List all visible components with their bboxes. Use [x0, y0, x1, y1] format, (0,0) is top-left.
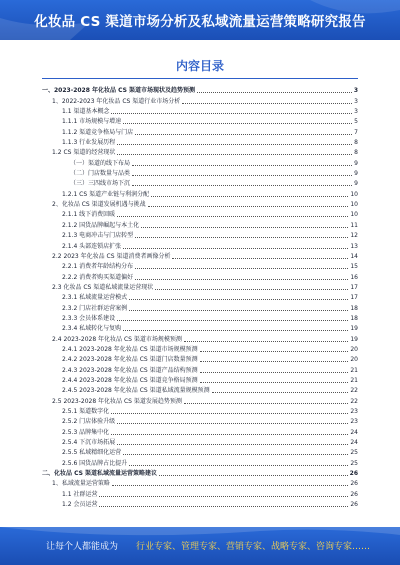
toc-entry[interactable] — [42, 376, 358, 386]
toc-entry[interactable] — [42, 407, 358, 417]
toc-leader-dots — [148, 206, 349, 207]
toc-entry-page: 14 — [350, 252, 358, 260]
toc-leader-dots — [159, 475, 348, 476]
toc-entry[interactable] — [42, 324, 358, 334]
toc-entry-title: 2.1.3 电商冲击与门店转型 — [62, 232, 134, 240]
toc-entry[interactable] — [42, 293, 358, 303]
toc-entry-page: 21 — [350, 376, 358, 384]
toc-entry-page: 8 — [354, 139, 358, 147]
toc-leader-dots — [197, 92, 352, 93]
toc-entry-title: 1.1 渠道基本概念 — [62, 108, 110, 116]
toc-leader-dots — [135, 134, 352, 135]
toc-entry[interactable] — [42, 355, 358, 365]
toc-entry[interactable] — [42, 138, 358, 148]
footer-slogan: 让每个人都能成为 — [46, 542, 119, 552]
footer-slogan-highlight: 行业专家、管理专家、营销专家、战略专家、咨询专家…… — [136, 542, 371, 552]
toc-leader-dots — [123, 123, 352, 124]
toc-leader-dots — [182, 103, 352, 104]
toc-entry-page: 19 — [350, 325, 358, 333]
toc-entry-title: 1.1 社群运营 — [62, 490, 98, 498]
toc-leader-dots — [129, 299, 348, 300]
toc-entry-title: （三）三四线市场下沉 — [70, 180, 131, 188]
toc-entry[interactable] — [42, 479, 358, 489]
toc-entry[interactable] — [42, 396, 358, 406]
toc-entry[interactable] — [42, 386, 358, 396]
toc-entry-page: 15 — [350, 263, 358, 271]
toc-entry-title: 1.1.2 渠道竞争格局与门店 — [62, 128, 134, 136]
toc-leader-dots — [200, 382, 349, 383]
toc-entry-title: 2.4.2 2023-2028 年化妆品 CS 渠道门店数量预测 — [62, 356, 198, 364]
toc-leader-dots — [117, 216, 348, 217]
toc-leader-dots — [135, 237, 348, 238]
toc-leader-dots — [132, 165, 352, 166]
toc-entry-page: 9 — [354, 159, 358, 167]
toc-leader-dots — [123, 330, 348, 331]
toc-entry-page: 9 — [354, 180, 358, 188]
toc-entry[interactable] — [42, 107, 358, 117]
toc-entry-title: 2.5 2023-2028 年化妆品 CS 渠道发展趋势预测 — [52, 397, 182, 405]
toc-leader-dots — [132, 175, 352, 176]
toc-entry[interactable] — [42, 252, 358, 262]
toc-entry[interactable] — [42, 169, 358, 179]
toc-entry-title: 1.2 会员运营 — [62, 501, 98, 509]
report-title: 化妆品 CS 渠道市场分析及私域流量运营策略研究报告 — [34, 14, 366, 30]
toc-entry[interactable] — [42, 345, 358, 355]
toc-entry-title: 2.5.6 国货品牌占比提升 — [62, 459, 128, 467]
toc-entry-title: 2.2 2023 年化妆品 CS 渠道消费者画像分析 — [52, 252, 171, 260]
toc-leader-dots — [212, 392, 349, 393]
toc-entry[interactable] — [42, 458, 358, 468]
toc-entry-page: 7 — [354, 128, 358, 136]
toc-leader-dots — [99, 496, 348, 497]
toc-entry-title: 2.4 2023-2028 年化妆品 CS 渠道市场规模预测 — [52, 335, 182, 343]
toc-entry[interactable] — [42, 231, 358, 241]
toc-entry[interactable] — [42, 200, 358, 210]
toc-entry-title: 1、私域流量运营策略 — [52, 480, 110, 488]
toc-entry-title: 2.5.1 渠道数字化 — [62, 408, 110, 415]
toc-entry[interactable] — [42, 427, 358, 437]
toc-leader-dots — [141, 227, 348, 228]
toc-entry-title: 1.1.3 行业发展历程 — [62, 139, 116, 147]
toc-entry-page: 21 — [350, 366, 358, 374]
toc-leader-dots — [200, 361, 349, 362]
toc-leader-dots — [184, 341, 348, 342]
toc-entry-page: 25 — [350, 459, 358, 467]
toc-entry[interactable] — [42, 272, 358, 282]
toc-entry-page: 19 — [350, 335, 358, 343]
toc-entry-title: 1.2 CS 渠道的经营现状 — [52, 149, 116, 157]
toc-entry-page: 26 — [350, 490, 358, 498]
toc-entry-page: 5 — [354, 118, 358, 126]
toc-entry-title: 1.1.1 市场规模与增速 — [62, 118, 122, 126]
toc-entry-page: 9 — [354, 170, 358, 178]
toc-entry[interactable] — [42, 469, 358, 479]
toc-entry-title: 2.5.3 品牌集中化 — [62, 428, 110, 436]
toc-entry-title: 一、2023-2028 年化妆品 CS 渠道市场现状及趋势预测 — [42, 87, 195, 95]
toc-entry-page: 24 — [350, 428, 358, 436]
toc-entry-page: 8 — [354, 149, 358, 157]
toc-entry-page: 22 — [350, 387, 358, 395]
toc-leader-dots — [111, 113, 352, 114]
toc-entry-title: 2.3.4 私域转化与复购 — [62, 325, 122, 333]
toc-entry-page: 25 — [350, 449, 358, 457]
toc-leader-dots — [112, 485, 349, 486]
toc-entry-page: 11 — [350, 221, 358, 229]
report-footer-banner — [0, 527, 400, 565]
toc-entry[interactable] — [42, 365, 358, 375]
toc-entry-title: 2.5.4 下沉市场拓展 — [62, 439, 116, 447]
toc-entry[interactable] — [42, 241, 358, 251]
toc-entry-title: 2.4.1 2023-2028 年化妆品 CS 渠道市场规模预测 — [62, 345, 198, 353]
toc-entry[interactable] — [42, 179, 358, 189]
toc-entry-page: 3 — [353, 87, 358, 95]
toc-leader-dots — [117, 144, 352, 145]
toc-leader-dots — [172, 258, 348, 259]
toc-entry[interactable] — [42, 86, 358, 96]
toc-entry[interactable] — [42, 448, 358, 458]
toc-entry-title: 2.4.3 2023-2028 年化妆品 CS 渠道产品结构预测 — [62, 366, 198, 374]
toc-entry-page: 10 — [350, 201, 358, 209]
toc-entry-page: 26 — [350, 480, 358, 488]
toc-entry-title: 2.3.1 私域流量运营模式 — [62, 294, 128, 302]
toc-leader-dots — [123, 248, 348, 249]
toc-entry-title: 1、2022-2023 年化妆品 CS 渠道行业市场分析 — [52, 97, 181, 105]
toc-entry-title: 2.5.5 私域精细化运营 — [62, 449, 122, 457]
toc-entry[interactable] — [42, 189, 358, 199]
toc-entry-title: 2.3 化妆品 CS 渠道私域流量运营现状 — [52, 283, 154, 291]
toc-entry-page: 16 — [350, 273, 358, 281]
toc-entry[interactable] — [42, 283, 358, 293]
toc-leader-dots — [135, 279, 348, 280]
toc-leader-dots — [151, 196, 348, 197]
toc-entry[interactable] — [42, 262, 358, 272]
toc-entry-page: 20 — [350, 356, 358, 364]
toc-leader-dots — [123, 454, 348, 455]
toc-leader-dots — [135, 268, 348, 269]
toc-heading: 内容目录 — [175, 59, 224, 73]
toc-entry-title: 2.2.2 消费者购买渠道偏好 — [62, 273, 134, 281]
toc-entry-title: 2.1.1 线下消费回暖 — [62, 211, 116, 219]
toc-entry-title: 2.3.3 会员体系建设 — [62, 314, 116, 322]
toc-entry[interactable] — [42, 158, 358, 168]
toc-leader-dots — [117, 320, 348, 321]
toc-entry[interactable] — [42, 438, 358, 448]
toc-entry-title: （二）门店数量与品类 — [70, 170, 131, 178]
toc-entry[interactable] — [42, 210, 358, 220]
toc-entry-page: 17 — [350, 283, 358, 291]
toc-entry-title: 1.2.1 CS 渠道产业链与利润分配 — [62, 190, 150, 198]
toc-leader-dots — [129, 310, 348, 311]
toc-entry-page: 20 — [350, 345, 358, 353]
toc-entry[interactable] — [42, 500, 358, 510]
report-header-banner — [0, 0, 400, 40]
toc-leader-dots — [117, 423, 348, 424]
toc-entry[interactable] — [42, 489, 358, 499]
toc-entry-title: 2.4.5 2023-2028 年化妆品 CS 渠道私域流量规模预测 — [62, 387, 210, 395]
toc-entry[interactable] — [42, 96, 358, 106]
toc-entry[interactable] — [42, 303, 358, 313]
toc-entry[interactable] — [42, 117, 358, 127]
toc-leader-dots — [111, 413, 348, 414]
toc-divider — [42, 78, 358, 79]
toc-entry-title: 2.5.2 门店体验升级 — [62, 418, 116, 426]
toc-entry-title: 2.1.2 国货品牌崛起与本土化 — [62, 221, 140, 229]
toc-leader-dots — [200, 351, 349, 352]
toc-entry-page: 22 — [350, 397, 358, 405]
toc-entry-page: 26 — [349, 470, 358, 478]
toc-entry-page: 3 — [354, 97, 358, 105]
toc-entry[interactable] — [42, 220, 358, 230]
toc-entry-page: 3 — [354, 108, 358, 116]
toc-leader-dots — [184, 403, 348, 404]
toc-entry[interactable] — [42, 334, 358, 344]
toc-entry-page: 10 — [350, 211, 358, 219]
toc-entry-title: 2.2.1 消费者年龄结构分布 — [62, 263, 134, 271]
toc-leader-dots — [99, 506, 348, 507]
toc-leader-dots — [117, 444, 348, 445]
toc-entry-title: 2.3.2 门店社群运营案例 — [62, 304, 128, 312]
toc-entry-page: 26 — [350, 501, 358, 509]
toc-leader-dots — [111, 434, 348, 435]
toc-leader-dots — [117, 154, 352, 155]
toc-entry-page: 13 — [350, 242, 358, 250]
toc-entry-page: 18 — [350, 314, 358, 322]
toc-entry-page: 12 — [350, 232, 358, 240]
toc-entry[interactable] — [42, 314, 358, 324]
toc-entry-page: 23 — [350, 408, 358, 415]
toc-leader-dots — [132, 185, 352, 186]
toc-entry-title: 二、化妆品 CS 渠道私域流量运营策略建议 — [42, 470, 158, 478]
toc-entry[interactable] — [42, 148, 358, 158]
table-of-contents — [42, 86, 358, 510]
toc-leader-dots — [129, 465, 348, 466]
toc-entry-title: 2.4.4 2023-2028 年化妆品 CS 渠道竞争格局预测 — [62, 376, 198, 384]
toc-leader-dots — [200, 372, 349, 373]
toc-entry-page: 23 — [350, 418, 358, 426]
toc-entry-title: 2、化妆品 CS 渠道发展机遇与挑战 — [52, 201, 146, 209]
toc-entry-page: 18 — [350, 304, 358, 312]
toc-leader-dots — [155, 289, 348, 290]
toc-entry-page: 10 — [350, 190, 358, 198]
toc-entry-page: 24 — [350, 439, 358, 447]
toc-entry-page: 17 — [350, 294, 358, 302]
toc-entry-title: （一）渠道的线下布局 — [70, 159, 131, 167]
toc-entry[interactable] — [42, 127, 358, 137]
toc-entry[interactable] — [42, 417, 358, 427]
toc-entry-title: 2.1.4 头部连锁店扩张 — [62, 242, 122, 250]
